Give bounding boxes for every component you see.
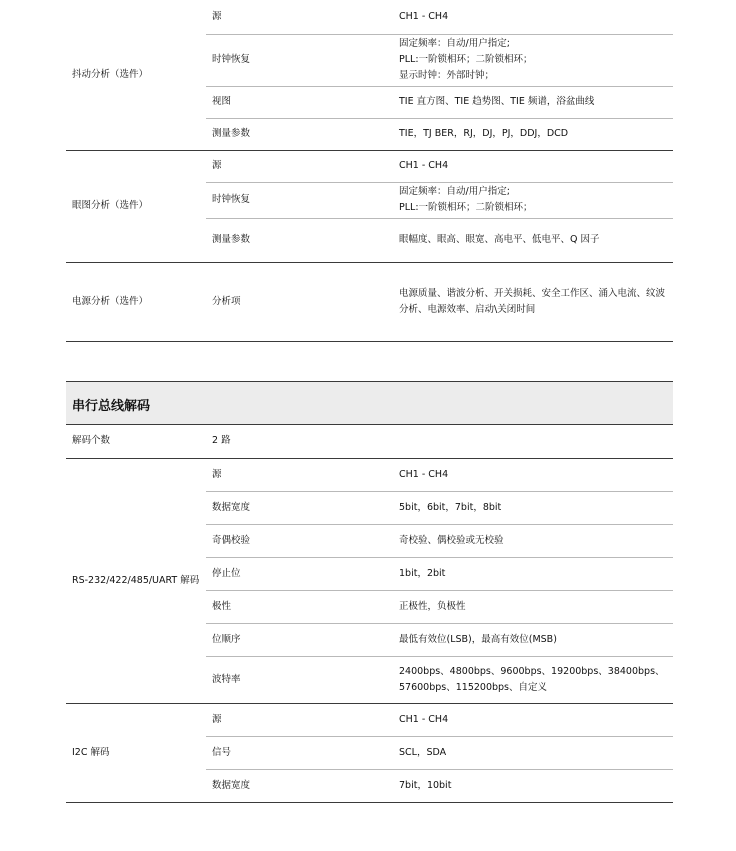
table-row [66,150,673,182]
param-label: 分析项 [206,262,393,341]
analysis-spec-table [66,0,673,342]
table-row [66,703,673,736]
param-label: 源 [206,458,393,491]
param-label: 源 [206,0,393,34]
table-row [66,458,673,491]
decode-count-value: 2 路 [206,425,673,458]
param-value: TIE 直方图、TIE 趋势图、TIE 频谱，浴盆曲线 [393,86,673,118]
param-label: 波特率 [206,656,393,703]
param-value: 奇校验、偶校验或无校验 [393,524,673,557]
param-label: 源 [206,703,393,736]
param-value: 正极性，负极性 [393,590,673,623]
param-value: 最低有效位(LSB)，最高有效位(MSB) [393,623,673,656]
value-line: 显示时钟：外部时钟； [399,70,495,81]
category-power: 电源分析（选件） [66,262,206,341]
param-value: CH1 - CH4 [393,458,673,491]
value-line: PLL:一阶锁相环；二阶锁相环； [399,54,533,65]
param-value: 7bit，10bit [393,769,673,802]
param-label: 时钟恢复 [206,34,393,86]
section-title: 串行总线解码 [72,399,151,414]
value-line: 电源质量、谐波分析、开关损耗、安全工作区、涌入电流、纹波 [399,287,666,299]
value-line: 2400bps、4800bps、9600bps、19200bps、38400bps、 [399,665,665,677]
value-line: 57600bps、115200bps、自定义 [399,681,548,693]
param-label: 奇偶校验 [206,524,393,557]
param-value: SCL，SDA [393,736,673,769]
param-value: CH1 - CH4 [393,703,673,736]
param-label: 测量参数 [206,118,393,150]
param-value [393,262,673,341]
param-value: 1bit，2bit [393,557,673,590]
param-label: 数据宽度 [206,769,393,802]
param-value [393,34,673,86]
param-label: 视图 [206,86,393,118]
param-value: CH1 - CH4 [393,150,673,182]
param-value: CH1 - CH4 [393,0,673,34]
param-label: 时钟恢复 [206,182,393,218]
decode-spec-table [66,425,673,803]
param-label: 数据宽度 [206,491,393,524]
category-i2c: I2C 解码 [66,703,206,802]
table-row [66,425,673,458]
category-jitter: 抖动分析（选件） [66,0,206,150]
param-label: 源 [206,150,393,182]
param-label: 停止位 [206,557,393,590]
value-line: 固定频率：自动/用户指定; [399,186,510,197]
value-line: 固定频率：自动/用户指定; [399,38,510,49]
category-uart: RS-232/422/485/UART 解码 [66,458,206,703]
param-value: 眼幅度、眼高、眼宽、高电平、低电平、Q 因子 [393,218,673,262]
param-label: 位顺序 [206,623,393,656]
category-eye: 眼图分析（选件） [66,150,206,262]
param-label: 极性 [206,590,393,623]
table-row [66,0,673,34]
param-label: 信号 [206,736,393,769]
value-line: PLL:一阶锁相环；二阶锁相环； [399,202,533,213]
decode-count-label: 解码个数 [66,425,206,458]
param-value [393,182,673,218]
table-row [66,262,673,341]
section-header [66,381,673,425]
value-line: 分析、电源效率、启动\关闭时间 [399,303,536,315]
param-label: 测量参数 [206,218,393,262]
param-value: TIE，TJ BER，RJ，DJ，PJ，DDJ，DCD [393,118,673,150]
param-value [393,656,673,703]
param-value: 5bit，6bit，7bit，8bit [393,491,673,524]
